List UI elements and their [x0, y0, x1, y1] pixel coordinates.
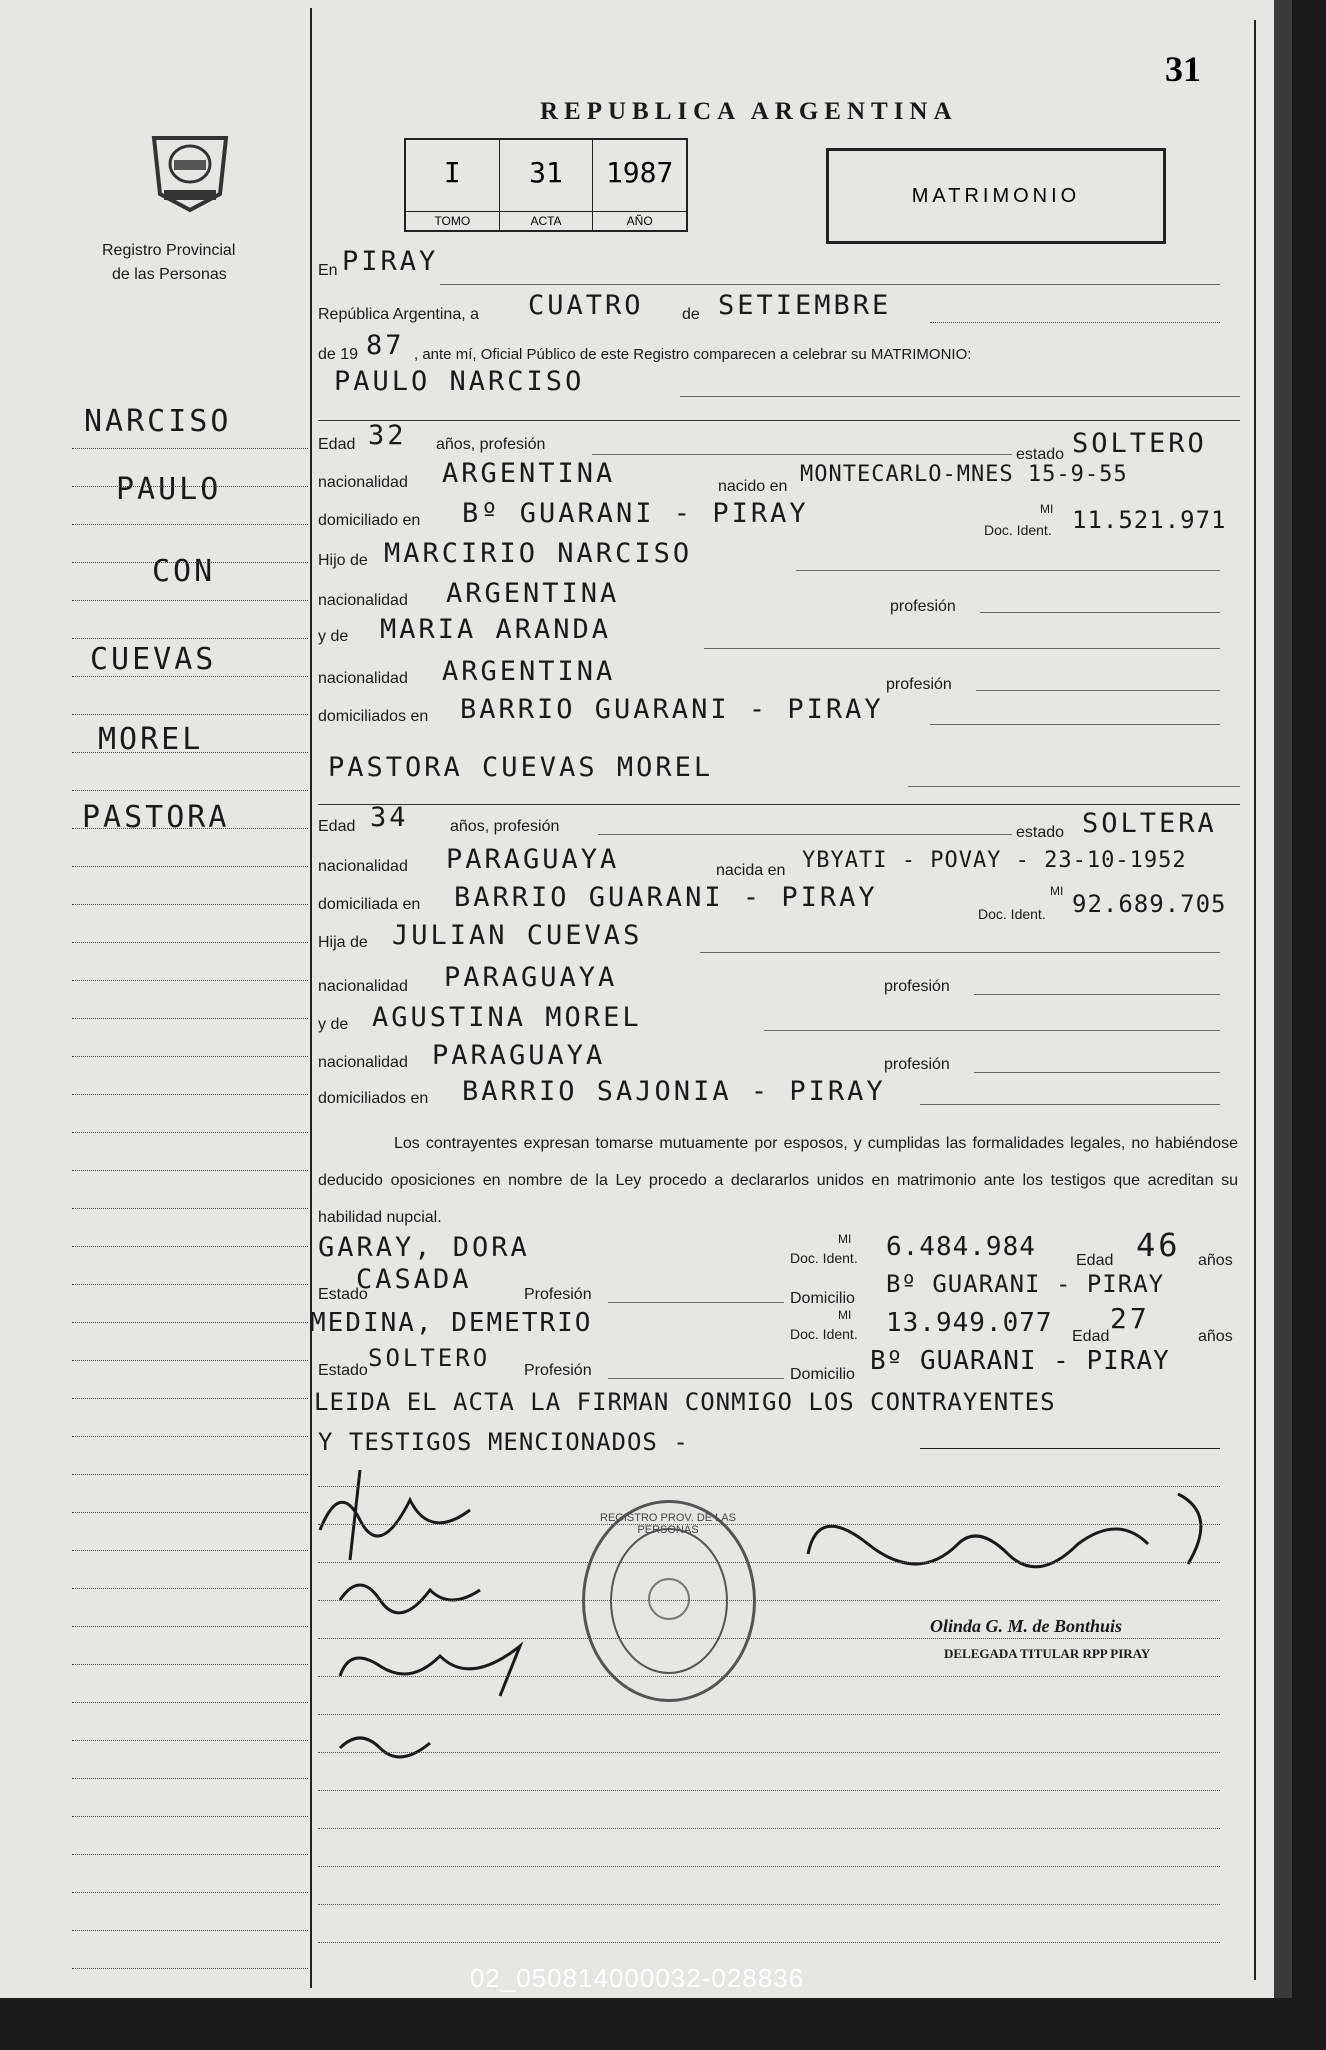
bride-doc-label: Doc. Ident.	[978, 906, 1046, 922]
witness2-edad: 27	[1110, 1302, 1150, 1335]
en-label: En	[318, 262, 338, 279]
rule	[592, 454, 1012, 455]
bride-doc-type: MI	[1050, 884, 1064, 898]
groom-padre-nac: ARGENTINA	[446, 578, 620, 609]
groom-madre-nac-label: nacionalidad	[318, 670, 408, 687]
bride-domicilio: BARRIO GUARANI - PIRAY	[454, 882, 878, 913]
bride-madre-nac: PARAGUAYA	[432, 1040, 606, 1071]
rule	[700, 952, 1220, 953]
margin-rule	[72, 1094, 308, 1095]
closing-line-1: LEIDA EL ACTA LA FIRMAN CONMIGO LOS CONTRAYENTES	[314, 1388, 1056, 1416]
bride-padre: JULIAN CUEVAS	[392, 920, 643, 951]
margin-name: MOREL	[98, 722, 204, 757]
signature-bride	[300, 1560, 500, 1620]
margin-name: PASTORA	[82, 800, 230, 835]
witness2-name: MEDINA, DEMETRIO	[310, 1308, 593, 1338]
rule	[974, 1072, 1220, 1073]
margin-rule	[72, 866, 308, 867]
month-value: SETIEMBRE	[718, 290, 892, 321]
groom-edad-label: Edad	[318, 436, 356, 453]
rule	[318, 420, 1240, 421]
groom-padres-dom: BARRIO GUARANI - PIRAY	[460, 694, 884, 725]
margin-rule	[72, 638, 308, 639]
witness1-estado: CASADA	[356, 1264, 472, 1295]
margin-rule	[72, 1740, 308, 1741]
body-rule	[318, 1828, 1220, 1829]
witness1-edad-label: Edad	[1076, 1252, 1114, 1269]
witness2-doc-type: MI	[838, 1308, 852, 1322]
margin-rule	[72, 980, 308, 981]
closing-line-2: Y TESTIGOS MENCIONADOS -	[318, 1428, 689, 1456]
groom-domicilio: Bº GUARANI - PIRAY	[462, 498, 809, 529]
acta-label: ACTA	[500, 211, 593, 230]
rule	[680, 396, 1240, 397]
bride-padre-prof-label: profesión	[884, 978, 950, 995]
body-rule	[318, 1486, 1220, 1487]
margin-rule	[72, 1018, 308, 1019]
country-title: REPUBLICA ARGENTINA	[540, 98, 958, 125]
witness2-edad-label: Edad	[1072, 1328, 1110, 1345]
bride-edad: 34	[370, 802, 409, 833]
bride-name: PASTORA CUEVAS MOREL	[328, 752, 714, 783]
groom-doc: 11.521.971	[1072, 506, 1227, 534]
bride-nacida: YBYATI - POVAY - 23-10-1952	[802, 848, 1187, 873]
groom-estado: SOLTERO	[1072, 428, 1207, 459]
ano-label: AÑO	[593, 211, 686, 230]
bride-doc: 92.689.705	[1072, 890, 1227, 918]
page-number: 31	[1165, 49, 1201, 89]
groom-nacido-label: nacido en	[718, 478, 788, 495]
groom-profesion-label: años, profesión	[436, 436, 546, 453]
rule	[920, 1448, 1220, 1449]
groom-edad: 32	[368, 420, 407, 451]
witness1-doc-label: Doc. Ident.	[790, 1250, 858, 1266]
rule	[930, 322, 1220, 323]
footer-id: 02_050814000032-028836	[469, 1963, 805, 1993]
margin-name: PAULO	[116, 472, 222, 507]
groom-nacido: MONTECARLO-MNES 15-9-55	[800, 462, 1128, 487]
signature-official	[778, 1484, 1238, 1614]
body-rule	[318, 1866, 1220, 1867]
body-rule	[318, 1676, 1220, 1677]
groom-padre-prof-label: profesión	[890, 598, 956, 615]
margin-rule	[72, 1892, 308, 1893]
right-border-line	[1254, 20, 1256, 1980]
place-value: PIRAY	[342, 246, 439, 277]
margin-rule	[72, 790, 308, 791]
margin-rule	[72, 1322, 308, 1323]
body-rule	[318, 1600, 1220, 1601]
margin-rule	[72, 600, 308, 601]
bride-padres-dom: BARRIO SAJONIA - PIRAY	[462, 1076, 886, 1107]
groom-nac-label: nacionalidad	[318, 474, 408, 491]
acta-cell	[500, 140, 594, 230]
margin-rule	[72, 752, 308, 753]
margin-rule	[72, 1664, 308, 1665]
margin-rule	[72, 524, 308, 525]
day-value: CUATRO	[528, 290, 644, 321]
groom-doc-label: Doc. Ident.	[984, 522, 1052, 538]
witness1-anos-label: años	[1198, 1252, 1233, 1269]
body-rule	[318, 1904, 1220, 1905]
groom-doc-type: MI	[1040, 502, 1054, 516]
groom-dom-label: domiciliado en	[318, 512, 421, 529]
bride-padre-nac-label: nacionalidad	[318, 978, 408, 995]
margin-rule	[72, 676, 308, 677]
bride-madre-nac-label: nacionalidad	[318, 1054, 408, 1071]
rule	[704, 648, 1220, 649]
bride-nac-label: nacionalidad	[318, 858, 408, 875]
groom-padre: MARCIRIO NARCISO	[384, 538, 693, 569]
margin-rule	[72, 1778, 308, 1779]
republica-label: República Argentina, a	[318, 306, 479, 323]
margin-rule	[72, 486, 308, 487]
witness1-name: GARAY, DORA	[318, 1232, 530, 1263]
record-type-box: MATRIMONIO	[826, 148, 1166, 244]
tomo-cell	[406, 140, 500, 230]
body-rule	[318, 1638, 1220, 1639]
groom-madre: MARIA ARANDA	[380, 614, 612, 645]
registry-name-line2: de las Personas	[112, 266, 227, 283]
bride-edad-label: Edad	[318, 818, 356, 835]
witness1-doc-type: MI	[838, 1232, 852, 1246]
margin-name: CUEVAS	[90, 642, 217, 677]
witness2-estado: SOLTERO	[368, 1344, 491, 1372]
body-rule	[318, 1752, 1220, 1753]
groom-padres-dom-label: domiciliados en	[318, 708, 429, 725]
rule	[796, 570, 1220, 571]
body-rule	[318, 1942, 1220, 1943]
body-rule	[318, 1790, 1220, 1791]
margin-rule	[72, 1208, 308, 1209]
margin-rule	[72, 1132, 308, 1133]
bride-hija-label: Hija de	[318, 934, 368, 951]
margin-rule	[72, 904, 308, 905]
registry-name-line1: Registro Provincial	[102, 242, 236, 259]
rule	[764, 1030, 1220, 1031]
margin-rule	[72, 1170, 308, 1171]
rule	[608, 1378, 784, 1379]
groom-yde-label: y de	[318, 628, 349, 645]
witness1-domicilio-label: Domicilio	[790, 1290, 855, 1307]
margin-rule	[72, 1512, 308, 1513]
margin-rule	[72, 1360, 308, 1361]
tomo-value: I	[443, 156, 461, 189]
margin-rule	[72, 1816, 308, 1817]
year-suffix: 87	[366, 330, 405, 361]
witness1-doc: 6.484.984	[886, 1232, 1036, 1262]
bride-estado-label: estado	[1016, 824, 1065, 841]
bride-padre-nac: PARAGUAYA	[444, 962, 618, 993]
margin-rule	[72, 1474, 308, 1475]
registry-crest-icon	[144, 124, 236, 216]
witness2-profesion-label: Profesión	[524, 1362, 592, 1379]
rule	[976, 690, 1220, 691]
margin-rule	[72, 1056, 308, 1057]
witness2-domicilio: Bº GUARANI - PIRAY	[870, 1346, 1170, 1376]
bride-nacionalidad: PARAGUAYA	[446, 844, 620, 875]
signature-witness2	[300, 1718, 460, 1768]
rule	[598, 834, 1012, 835]
margin-rule	[72, 1930, 308, 1931]
groom-name: PAULO NARCISO	[334, 366, 585, 397]
margin-rule	[72, 1284, 308, 1285]
rule	[318, 804, 1240, 805]
margin-rule	[72, 1854, 308, 1855]
bride-estado: SOLTERA	[1082, 808, 1217, 839]
rule	[908, 786, 1240, 787]
rule	[930, 724, 1220, 725]
margin-rule	[72, 942, 308, 943]
groom-hijo-label: Hijo de	[318, 552, 368, 569]
ano-cell	[593, 140, 686, 230]
margin-rule	[72, 448, 308, 449]
tomo-acta-ano-box	[404, 138, 688, 232]
margin-rule	[72, 1626, 308, 1627]
official-name: Olinda G. M. de Bonthuis	[930, 1616, 1123, 1636]
bride-profesion-label: años, profesión	[450, 818, 560, 835]
bride-madre: AGUSTINA MOREL	[372, 1002, 642, 1033]
margin-rule	[72, 1550, 308, 1551]
acta-value: 31	[529, 156, 563, 189]
margin-rule	[72, 562, 308, 563]
groom-nacionalidad: ARGENTINA	[442, 458, 616, 489]
margin-rule	[72, 1588, 308, 1589]
ante-text: , ante mí, Oficial Público de este Registro comparecen a celebrar su MATRIMONIO:	[414, 346, 972, 363]
witness1-estado-label: Estado	[318, 1286, 368, 1303]
rule	[974, 994, 1220, 995]
margin-name: CON	[152, 554, 216, 589]
margin-rule	[72, 828, 308, 829]
body-rule	[318, 1714, 1220, 1715]
tomo-label: TOMO	[406, 211, 499, 230]
margin-rule	[72, 1398, 308, 1399]
seal-text: REGISTRO PROV. DE LAS PERSONAS	[600, 1512, 736, 1536]
marriage-statement: Los contrayentes expresan tomarse mutuamente por esposos, y cumplidas las formalidades legales, no habiéndose deducido oposiciones en nombre de la Ley procedo a declararlos unidos en matrimonio ante los testigos que acreditan su habilidad nupcial.	[318, 1135, 1238, 1226]
groom-madre-nac: ARGENTINA	[442, 656, 616, 687]
groom-estado-label: estado	[1016, 446, 1065, 463]
margin-rule	[72, 1702, 308, 1703]
margin-rule	[72, 714, 308, 715]
groom-padre-nac-label: nacionalidad	[318, 592, 408, 609]
official-title: DELEGADA TITULAR RPP PIRAY	[944, 1646, 1151, 1661]
rule	[980, 612, 1220, 613]
margin-name: NARCISO	[84, 404, 232, 439]
ano-value: 1987	[605, 156, 674, 189]
witness2-estado-label: Estado	[318, 1362, 368, 1379]
witness2-anos-label: años	[1198, 1328, 1233, 1345]
rule	[608, 1302, 784, 1303]
bride-yde-label: y de	[318, 1016, 349, 1033]
bride-madre-prof-label: profesión	[884, 1056, 950, 1073]
bride-nacida-label: nacida en	[716, 862, 786, 879]
body-rule	[318, 1562, 1220, 1563]
witness2-domicilio-label: Domicilio	[790, 1366, 855, 1383]
witness1-edad: 46	[1136, 1226, 1181, 1264]
de-label: de	[682, 306, 700, 323]
witness2-doc-label: Doc. Ident.	[790, 1326, 858, 1342]
groom-madre-prof-label: profesión	[886, 676, 952, 693]
year-prefix: de 19	[318, 346, 359, 363]
rule	[920, 1104, 1220, 1105]
signature-groom	[300, 1460, 500, 1570]
bride-padres-dom-label: domiciliados en	[318, 1090, 429, 1107]
rule	[440, 284, 1220, 285]
body-rule	[318, 1524, 1220, 1525]
margin-rule	[72, 1246, 308, 1247]
bride-dom-label: domiciliada en	[318, 896, 421, 913]
witness1-profesion-label: Profesión	[524, 1286, 592, 1303]
witness1-domicilio: Bº GUARANI - PIRAY	[886, 1270, 1165, 1298]
witness2-doc: 13.949.077	[886, 1308, 1053, 1338]
margin-rule	[72, 1436, 308, 1437]
